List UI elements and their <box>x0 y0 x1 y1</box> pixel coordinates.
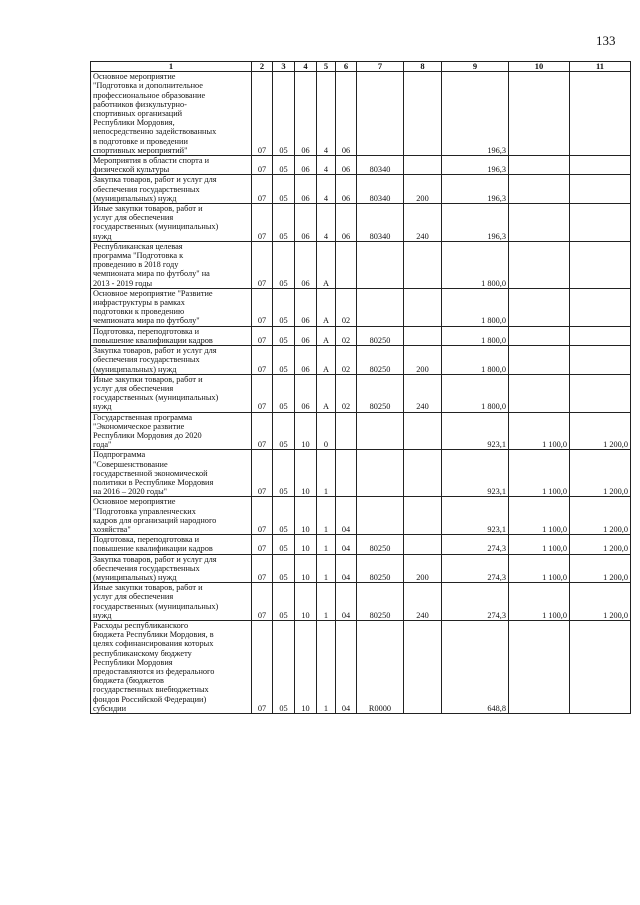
amount-2018-cell <box>509 72 570 156</box>
subprogram-cell: 04 <box>336 497 357 535</box>
subsection-cell: 06 <box>295 346 317 375</box>
header-cell: 1 <box>91 62 252 72</box>
amount-2017-cell: 923,1 <box>442 497 509 535</box>
kvr-code-cell: 07 <box>252 156 273 175</box>
subsection-cell: 10 <box>295 497 317 535</box>
amount-2017-cell: 1 800,0 <box>442 374 509 412</box>
row-description: Основное мероприятие "Подготовка и дополнительное профессиональное образование работников физкультурно- спортивных организаций Республики Мордовия, непосредственно задействованных в подготовке и проведении спортивных мероприятий" <box>91 72 252 156</box>
expense-type-cell <box>404 497 442 535</box>
target-article-cell: 80340 <box>357 156 404 175</box>
amount-2018-cell <box>509 241 570 288</box>
subsection-cell: 06 <box>295 241 317 288</box>
table-row <box>91 450 631 497</box>
target-article-cell: 80250 <box>357 583 404 621</box>
expense-type-cell <box>404 412 442 450</box>
row-description: Государственная программа "Экономическое развитие Республики Мордовия до 2020 года" <box>91 412 252 450</box>
amount-2017-cell: 1 800,0 <box>442 241 509 288</box>
kvr-code-cell: 07 <box>252 241 273 288</box>
amount-2019-cell: 1 200,0 <box>570 535 631 554</box>
amount-2019-cell: 1 200,0 <box>570 412 631 450</box>
kvr-code-cell: 07 <box>252 583 273 621</box>
table-row <box>91 583 631 621</box>
expense-type-cell <box>404 620 442 713</box>
section-cell: 05 <box>273 497 295 535</box>
target-article-cell: R0000 <box>357 620 404 713</box>
page-number: 133 <box>596 33 616 48</box>
amount-2018-cell <box>509 288 570 326</box>
amount-2019-cell <box>570 241 631 288</box>
program-cell: 1 <box>317 583 336 621</box>
target-article-cell <box>357 497 404 535</box>
amount-2017-cell: 196,3 <box>442 175 509 204</box>
table-row <box>91 497 631 535</box>
kvr-code-cell: 07 <box>252 535 273 554</box>
amount-2017-cell: 923,1 <box>442 412 509 450</box>
subsection-cell: 10 <box>295 450 317 497</box>
row-description: Закупка товаров, работ и услуг для обеспечения государственных (муниципальных) нужд <box>91 554 252 583</box>
subsection-cell: 10 <box>295 535 317 554</box>
amount-2019-cell <box>570 204 631 242</box>
program-cell: 4 <box>317 72 336 156</box>
subprogram-cell: 04 <box>336 535 357 554</box>
amount-2017-cell: 1 800,0 <box>442 346 509 375</box>
target-article-cell <box>357 450 404 497</box>
header-cell: 8 <box>404 62 442 72</box>
subprogram-cell: 04 <box>336 583 357 621</box>
header-cell: 9 <box>442 62 509 72</box>
subprogram-cell: 02 <box>336 288 357 326</box>
table-row <box>91 554 631 583</box>
section-cell: 05 <box>273 554 295 583</box>
section-cell: 05 <box>273 204 295 242</box>
kvr-code-cell: 07 <box>252 497 273 535</box>
kvr-code-cell: 07 <box>252 554 273 583</box>
target-article-cell: 80250 <box>357 326 404 345</box>
section-cell: 05 <box>273 412 295 450</box>
kvr-code-cell: 07 <box>252 620 273 713</box>
target-article-cell <box>357 241 404 288</box>
amount-2018-cell: 1 100,0 <box>509 497 570 535</box>
program-cell: 1 <box>317 450 336 497</box>
subsection-cell: 10 <box>295 412 317 450</box>
target-article-cell <box>357 412 404 450</box>
program-cell: 4 <box>317 175 336 204</box>
expense-type-cell: 240 <box>404 374 442 412</box>
amount-2017-cell: 923,1 <box>442 450 509 497</box>
table-row <box>91 175 631 204</box>
table-row <box>91 346 631 375</box>
expense-type-cell <box>404 535 442 554</box>
row-description: Иные закупки товаров, работ и услуг для обеспечения государственных (муниципальных) нужд <box>91 583 252 621</box>
section-cell: 05 <box>273 450 295 497</box>
expense-type-cell: 240 <box>404 583 442 621</box>
table-row <box>91 204 631 242</box>
amount-2018-cell: 1 100,0 <box>509 450 570 497</box>
amount-2017-cell: 196,3 <box>442 204 509 242</box>
header-cell: 10 <box>509 62 570 72</box>
header-cell: 2 <box>252 62 273 72</box>
amount-2019-cell: 1 200,0 <box>570 583 631 621</box>
amount-2017-cell: 274,3 <box>442 535 509 554</box>
amount-2018-cell: 1 100,0 <box>509 554 570 583</box>
amount-2019-cell <box>570 374 631 412</box>
amount-2018-cell <box>509 620 570 713</box>
expense-type-cell: 200 <box>404 554 442 583</box>
expense-type-cell <box>404 241 442 288</box>
subsection-cell: 06 <box>295 175 317 204</box>
amount-2017-cell: 196,3 <box>442 72 509 156</box>
row-description: Основное мероприятие "Подготовка управленческих кадров для организаций народного хозяйства" <box>91 497 252 535</box>
program-cell: 4 <box>317 156 336 175</box>
subsection-cell: 06 <box>295 156 317 175</box>
header-cell: 11 <box>570 62 631 72</box>
header-cell: 3 <box>273 62 295 72</box>
amount-2018-cell <box>509 204 570 242</box>
target-article-cell: 80250 <box>357 535 404 554</box>
kvr-code-cell: 07 <box>252 72 273 156</box>
section-cell: 05 <box>273 175 295 204</box>
amount-2019-cell: 1 200,0 <box>570 450 631 497</box>
amount-2018-cell: 1 100,0 <box>509 412 570 450</box>
target-article-cell: 80250 <box>357 554 404 583</box>
row-description: Мероприятия в области спорта и физической культуры <box>91 156 252 175</box>
target-article-cell: 80340 <box>357 204 404 242</box>
target-article-cell <box>357 288 404 326</box>
kvr-code-cell: 07 <box>252 288 273 326</box>
header-row <box>91 62 631 72</box>
amount-2019-cell <box>570 346 631 375</box>
amount-2017-cell: 648,8 <box>442 620 509 713</box>
subsection-cell: 06 <box>295 204 317 242</box>
expense-type-cell: 200 <box>404 175 442 204</box>
table-row <box>91 620 631 713</box>
amount-2018-cell: 1 100,0 <box>509 583 570 621</box>
table-row <box>91 156 631 175</box>
kvr-code-cell: 07 <box>252 346 273 375</box>
subprogram-cell: 04 <box>336 554 357 583</box>
section-cell: 05 <box>273 241 295 288</box>
expense-type-cell <box>404 326 442 345</box>
amount-2018-cell <box>509 346 570 375</box>
table-row <box>91 288 631 326</box>
kvr-code-cell: 07 <box>252 175 273 204</box>
amount-2017-cell: 1 800,0 <box>442 288 509 326</box>
target-article-cell: 80340 <box>357 175 404 204</box>
row-description: Подготовка, переподготовка и повышение квалификации кадров <box>91 326 252 345</box>
amount-2018-cell <box>509 175 570 204</box>
row-description: Основное мероприятие "Развитие инфраструктуры в рамках подготовки к проведению чемпионата мира по футболу" <box>91 288 252 326</box>
row-description: Закупка товаров, работ и услуг для обеспечения государственных (муниципальных) нужд <box>91 175 252 204</box>
section-cell: 05 <box>273 156 295 175</box>
amount-2019-cell: 1 200,0 <box>570 497 631 535</box>
subsection-cell: 06 <box>295 374 317 412</box>
subsection-cell: 06 <box>295 326 317 345</box>
amount-2018-cell: 1 100,0 <box>509 535 570 554</box>
subprogram-cell: 02 <box>336 374 357 412</box>
subprogram-cell: 02 <box>336 346 357 375</box>
row-description: Закупка товаров, работ и услуг для обеспечения государственных (муниципальных) нужд <box>91 346 252 375</box>
section-cell: 05 <box>273 620 295 713</box>
kvr-code-cell: 07 <box>252 326 273 345</box>
subprogram-cell <box>336 241 357 288</box>
program-cell: А <box>317 241 336 288</box>
header-cell: 6 <box>336 62 357 72</box>
section-cell: 05 <box>273 72 295 156</box>
subprogram-cell: 06 <box>336 175 357 204</box>
target-article-cell: 80250 <box>357 374 404 412</box>
table-row <box>91 241 631 288</box>
program-cell: А <box>317 326 336 345</box>
expense-type-cell <box>404 450 442 497</box>
program-cell: А <box>317 374 336 412</box>
expense-type-cell: 240 <box>404 204 442 242</box>
program-cell: 0 <box>317 412 336 450</box>
amount-2017-cell: 274,3 <box>442 554 509 583</box>
section-cell: 05 <box>273 374 295 412</box>
amount-2018-cell <box>509 374 570 412</box>
program-cell: 1 <box>317 620 336 713</box>
subprogram-cell: 04 <box>336 620 357 713</box>
row-description: Республиканская целевая программа "Подготовка к проведению в 2018 году чемпионата мира по футболу" на 2013 - 2019 годы <box>91 241 252 288</box>
header-cell: 7 <box>357 62 404 72</box>
subprogram-cell <box>336 450 357 497</box>
subprogram-cell <box>336 412 357 450</box>
program-cell: 1 <box>317 554 336 583</box>
row-description: Иные закупки товаров, работ и услуг для обеспечения государственных (муниципальных) нужд <box>91 374 252 412</box>
amount-2019-cell: 1 200,0 <box>570 554 631 583</box>
subsection-cell: 06 <box>295 288 317 326</box>
table-row <box>91 326 631 345</box>
header-cell: 5 <box>317 62 336 72</box>
kvr-code-cell: 07 <box>252 412 273 450</box>
subprogram-cell: 02 <box>336 326 357 345</box>
row-description: Подготовка, переподготовка и повышение квалификации кадров <box>91 535 252 554</box>
program-cell: 1 <box>317 535 336 554</box>
expense-type-cell <box>404 72 442 156</box>
amount-2017-cell: 1 800,0 <box>442 326 509 345</box>
subsection-cell: 10 <box>295 583 317 621</box>
kvr-code-cell: 07 <box>252 204 273 242</box>
amount-2018-cell <box>509 326 570 345</box>
section-cell: 05 <box>273 583 295 621</box>
section-cell: 05 <box>273 346 295 375</box>
expense-type-cell: 200 <box>404 346 442 375</box>
amount-2019-cell <box>570 156 631 175</box>
amount-2019-cell <box>570 175 631 204</box>
amount-2019-cell <box>570 620 631 713</box>
subprogram-cell: 06 <box>336 204 357 242</box>
row-description: Подпрограмма "Совершенствование государственной экономической политики в Республике Мордовия на 2016 – 2020 годы" <box>91 450 252 497</box>
subprogram-cell: 06 <box>336 156 357 175</box>
section-cell: 05 <box>273 288 295 326</box>
amount-2019-cell <box>570 72 631 156</box>
program-cell: А <box>317 346 336 375</box>
program-cell: 4 <box>317 204 336 242</box>
subsection-cell: 06 <box>295 72 317 156</box>
subsection-cell: 10 <box>295 620 317 713</box>
program-cell: 1 <box>317 497 336 535</box>
amount-2018-cell <box>509 156 570 175</box>
amount-2017-cell: 274,3 <box>442 583 509 621</box>
header-cell: 4 <box>295 62 317 72</box>
table-row <box>91 412 631 450</box>
amount-2019-cell <box>570 288 631 326</box>
table-row <box>91 374 631 412</box>
subsection-cell: 10 <box>295 554 317 583</box>
budget-table <box>90 61 631 714</box>
kvr-code-cell: 07 <box>252 450 273 497</box>
section-cell: 05 <box>273 326 295 345</box>
expense-type-cell <box>404 156 442 175</box>
amount-2019-cell <box>570 326 631 345</box>
section-cell: 05 <box>273 535 295 554</box>
table-row <box>91 72 631 156</box>
amount-2017-cell: 196,3 <box>442 156 509 175</box>
target-article-cell: 80250 <box>357 346 404 375</box>
program-cell: А <box>317 288 336 326</box>
row-description: Иные закупки товаров, работ и услуг для обеспечения государственных (муниципальных) нужд <box>91 204 252 242</box>
row-description: Расходы республиканского бюджета Республики Мордовия, в целях софинансирования которых республиканскому бюджету Республики Мордовия предоставляются из федерального бюджета (бюджетов государственных внебюджетных фондов Российской Федерации) субсидии <box>91 620 252 713</box>
target-article-cell <box>357 72 404 156</box>
subprogram-cell: 06 <box>336 72 357 156</box>
expense-type-cell <box>404 288 442 326</box>
table-row <box>91 535 631 554</box>
kvr-code-cell: 07 <box>252 374 273 412</box>
